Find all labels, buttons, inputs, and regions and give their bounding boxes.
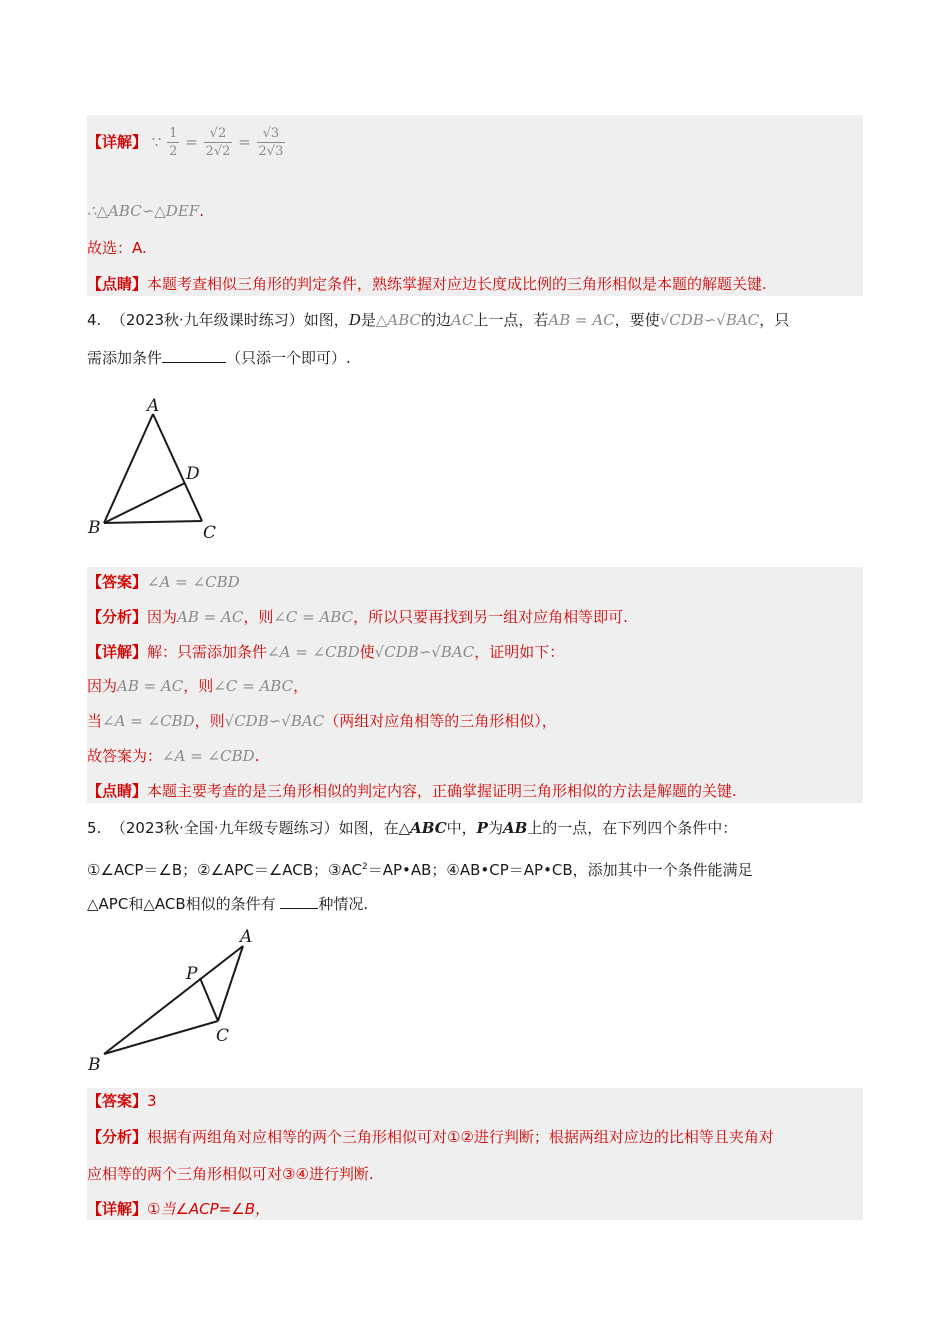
q4-final: 故答案为：∠A = ∠CBD.: [87, 747, 260, 765]
q4-answer: 【答案】∠A = ∠CBD: [87, 573, 240, 591]
q5-label-P: P: [186, 964, 198, 984]
fraction-3: $\frac{√3}{2√3}$: [258, 126, 284, 159]
q5-analysis-line2: 应相等的两个三角形相似可对③④进行判断.: [87, 1165, 374, 1183]
prev-choice: 故选：A.: [87, 239, 147, 257]
q4-detail-step2: 当∠A = ∠CBD，则√CDB∽√BAC（两组对应角相等的三角形相似），: [87, 712, 557, 730]
q5-analysis-line1: 【分析】根据有两组角对应相等的两个三角形相似可对①②进行判断；根据两组对应边的比相等且夹角对: [87, 1128, 774, 1146]
q5-answer: 【答案】3: [87, 1092, 157, 1110]
frac-prefix: ∵: [151, 133, 162, 151]
q4-label-D: D: [186, 464, 200, 484]
q4-stem-line2: 需添加条件 （只添一个即可）.: [87, 349, 351, 367]
q4-analysis: 【分析】因为AB = AC，则∠C = ABC，所以只要再找到另一组对应角相等即可.: [87, 608, 628, 626]
q5-label-C: C: [216, 1026, 230, 1046]
q4-label-B: B: [88, 518, 101, 538]
fraction-1: $\frac{1}{2}$: [169, 126, 178, 159]
q4-label-A: A: [147, 396, 160, 416]
answer-blank-q5: [280, 894, 318, 909]
q4-comment: 【点睛】本题主要考查的是三角形相似的判定内容，正确掌握证明三角形相似的方法是解题的关键.: [87, 782, 737, 800]
q5-triangle-figure: [80, 922, 280, 1082]
q4-triangle-figure: [80, 390, 230, 550]
prev-conclusion: ∴△ABC∽△DEF.: [87, 202, 204, 220]
prev-detail-line: 【详解】 ∵ $\frac{1}{2}$ = $\frac{√2}{2√2}$ = $\frac{√3}{2√3}$: [87, 126, 284, 159]
q4-detail: 【详解】解：只需添加条件∠A = ∠CBD使√CDB∽√BAC，证明如下：: [87, 643, 565, 661]
q5-stem-line3: △APC和△ACB相似的条件有 种情况.: [87, 895, 369, 913]
q4-label-C: C: [203, 523, 217, 543]
q5-label-A: A: [240, 927, 253, 947]
q5-detail: 【详解】①当∠ACP=∠B，: [87, 1200, 270, 1218]
fraction-2: $\frac{√2}{2√2}$: [205, 126, 231, 159]
q5-stem-line1: 5. （2023秋·全国·九年级专题练习）如图，在△ABC中，P为AB上的一点，在下列四个条件中：: [87, 819, 738, 837]
q4-stem-line1: 4. （2023秋·九年级课时练习）如图，D是△ABC的边AC上一点，若AB = AC，要使√CDB∽√BAC，只: [87, 311, 790, 329]
q5-stem-line2: ①∠ACP＝∠B；②∠APC＝∠ACB；$③AC^2=AP•AB$；④AB•CP＝AP•CB，添加其中一个条件能满足: [87, 861, 753, 879]
q5-label-B: B: [88, 1055, 101, 1075]
q4-detail-step1: 因为AB = AC，则∠C = ABC，: [87, 677, 309, 695]
prev-comment: 【点睛】本题考查相似三角形的判定条件，熟练掌握对应边长度成比例的三角形相似是本题的解题关键.: [87, 275, 767, 293]
detail-tag: 【详解】: [87, 133, 148, 151]
answer-blank: [162, 348, 226, 363]
